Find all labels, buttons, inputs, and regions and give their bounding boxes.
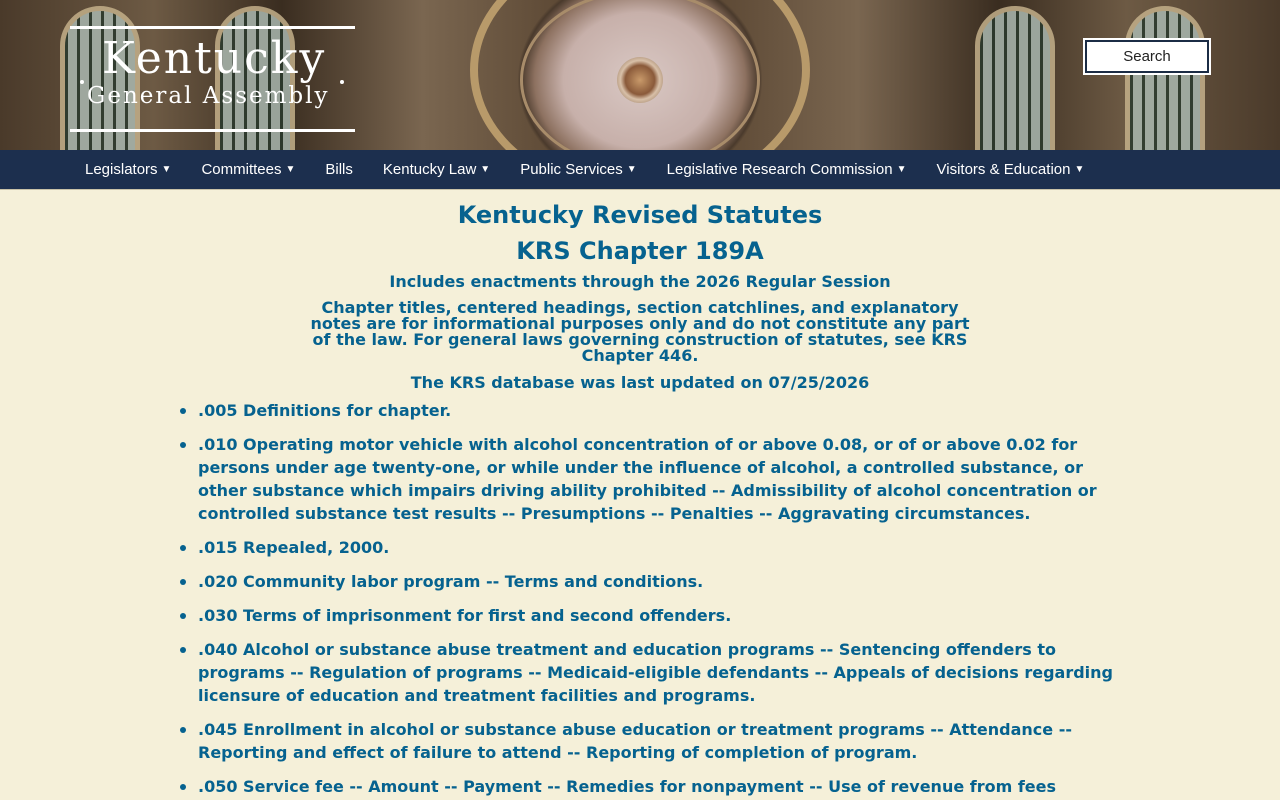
dome-rosette [617, 57, 663, 103]
section-link[interactable]: .040 Alcohol or substance abuse treatment and education programs -- Sentencing offenders to programs -- Regulation of programs -- Medicaid-eligible defendants -- Appeals of decisions regarding licensure of education and treatment facilities and programs. [198, 640, 1113, 705]
list-item [198, 604, 1118, 627]
logo-subtitle: General Assembly [87, 83, 330, 109]
list-item [198, 536, 1118, 559]
nav-item-legislators[interactable] [70, 161, 186, 178]
list-item [198, 638, 1118, 707]
window-image [1125, 6, 1205, 150]
enactments-note: Includes enactments through the 2026 Regular Session [389, 272, 891, 291]
nav-item-label: Kentucky Law [382, 161, 477, 178]
section-link[interactable]: .030 Terms of imprisonment for first and second offenders. [198, 606, 732, 625]
list-item [198, 775, 1118, 798]
disclaimer-note: Chapter titles, centered headings, section catchlines, and explanatory notes are for informational purposes only and do not constitute any part of the law. For general laws governing construction of statutes, see KRS Chapter 446. [310, 298, 970, 365]
search-button[interactable]: Search [1085, 40, 1209, 73]
nav-item-kentucky-law[interactable] [368, 161, 505, 178]
nav-item-visitors-education[interactable] [922, 161, 1100, 178]
list-item [198, 433, 1118, 525]
logo-dot [340, 80, 344, 84]
section-link[interactable]: .005 Definitions for chapter. [198, 401, 452, 420]
nav-item-committees[interactable] [186, 161, 310, 178]
logo-dot [80, 80, 84, 84]
last-updated: The KRS database was last updated on 07/25/2026 [410, 373, 870, 392]
nav-item-label: Committees [201, 161, 282, 178]
main-content [0, 200, 1280, 798]
site-logo[interactable] [70, 26, 355, 132]
section-link[interactable]: .050 Service fee -- Amount -- Payment -- Remedies for nonpayment -- Use of revenue from fees [198, 777, 1057, 796]
caret-down-icon: ▼ [480, 164, 491, 175]
nav-item-label: Visitors & Education [936, 161, 1071, 178]
nav-item-label: Legislative Research Commission [666, 161, 893, 178]
list-item [198, 570, 1118, 593]
chapter-title: KRS Chapter 189A [516, 237, 764, 265]
section-link[interactable]: .045 Enrollment in alcohol or substance abuse education or treatment programs -- Attendance -- Reporting and effect of failure to attend -- Reporting of completion of program. [198, 720, 1072, 762]
logo-title: Kentucky [102, 33, 327, 84]
caret-down-icon: ▼ [626, 164, 637, 175]
caret-down-icon: ▼ [285, 164, 296, 175]
nav-item-label: Bills [325, 161, 353, 178]
list-item [198, 399, 1118, 422]
nav-item-bills[interactable] [310, 161, 368, 178]
section-link[interactable]: .020 Community labor program -- Terms and conditions. [198, 572, 704, 591]
nav-item-label: Legislators [85, 161, 158, 178]
header-banner [0, 0, 1280, 150]
section-link[interactable]: .010 Operating motor vehicle with alcohol concentration of or above 0.08, or of or above 0.02 for persons under age twenty-one, or while under the influence of alcohol, a controlled substance, or other substance which impairs driving ability prohibited -- Admissibility of alcohol concentration or controlled substance test results -- Presumptions -- Penalties -- Aggravating circumstances. [198, 435, 1097, 523]
section-link[interactable]: .015 Repealed, 2000. [198, 538, 390, 557]
main-nav [0, 150, 1280, 190]
caret-down-icon: ▼ [896, 164, 907, 175]
page-title: Kentucky Revised Statutes [457, 201, 823, 229]
caret-down-icon: ▼ [1074, 164, 1085, 175]
nav-item-label: Public Services [520, 161, 623, 178]
section-list [0, 399, 1118, 798]
nav-item-legislative-research-commission[interactable] [652, 161, 922, 178]
window-image [975, 6, 1055, 150]
list-item [198, 718, 1118, 764]
caret-down-icon: ▼ [161, 164, 172, 175]
nav-item-public-services[interactable] [505, 161, 651, 178]
